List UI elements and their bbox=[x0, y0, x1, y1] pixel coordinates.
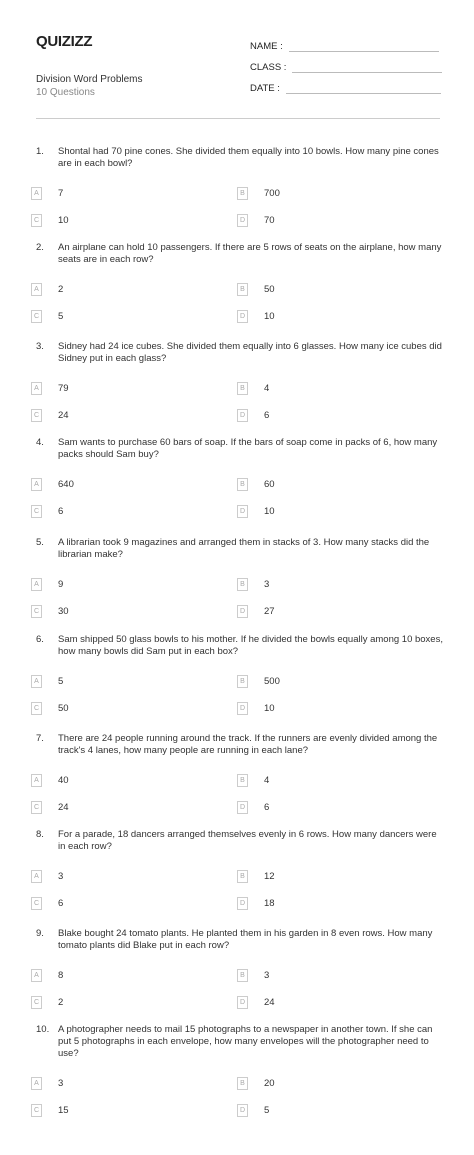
name-label: NAME : bbox=[250, 41, 283, 52]
question-text: Sam wants to purchase 60 bars of soap. If the bars of soap come in packs of 6, how many packs should Sam buy? bbox=[58, 437, 438, 460]
option-text: 6 bbox=[264, 410, 270, 421]
option-text: 3 bbox=[58, 871, 64, 882]
name-line[interactable] bbox=[289, 40, 439, 52]
date-line[interactable] bbox=[286, 82, 441, 94]
option-letter-box[interactable]: D bbox=[237, 214, 248, 227]
option-text: 50 bbox=[58, 703, 69, 714]
option-letter-box[interactable]: A bbox=[31, 578, 42, 591]
option-text: 12 bbox=[264, 871, 275, 882]
option-text: 700 bbox=[264, 188, 280, 199]
option-text: 3 bbox=[264, 579, 270, 590]
option-letter-box[interactable]: D bbox=[237, 605, 248, 618]
question-number: 9. bbox=[36, 928, 44, 939]
option-letter-box[interactable]: A bbox=[31, 478, 42, 491]
option-text: 3 bbox=[58, 1078, 64, 1089]
option-letter-box[interactable]: D bbox=[237, 1104, 248, 1117]
date-label: DATE : bbox=[250, 83, 280, 94]
question-text: An airplane can hold 10 passengers. If there are 5 rows of seats on the airplane, how many seats are in each row? bbox=[58, 242, 442, 265]
option-letter-box[interactable]: B bbox=[237, 187, 248, 200]
option-letter-box[interactable]: B bbox=[237, 870, 248, 883]
option-letter-box[interactable]: D bbox=[237, 310, 248, 323]
class-field bbox=[250, 61, 442, 73]
option-text: 7 bbox=[58, 188, 64, 199]
option-letter-box[interactable]: A bbox=[31, 774, 42, 787]
question-text: For a parade, 18 dancers arranged themselves evenly in 6 rows. How many dancers were in each row? bbox=[58, 829, 437, 852]
option-letter-box[interactable]: C bbox=[31, 605, 42, 618]
option-letter-box[interactable]: B bbox=[237, 478, 248, 491]
option-text: 10 bbox=[58, 215, 69, 226]
option-text: 5 bbox=[58, 311, 64, 322]
option-text: 20 bbox=[264, 1078, 275, 1089]
question-number: 4. bbox=[36, 437, 44, 448]
option-letter-box[interactable]: A bbox=[31, 870, 42, 883]
worksheet-header bbox=[0, 0, 474, 115]
option-text: 15 bbox=[58, 1105, 69, 1116]
option-text: 5 bbox=[264, 1105, 270, 1116]
class-label: CLASS : bbox=[250, 62, 287, 73]
option-text: 2 bbox=[58, 284, 64, 295]
option-text: 60 bbox=[264, 479, 275, 490]
option-letter-box[interactable]: B bbox=[237, 382, 248, 395]
option-letter-box[interactable]: D bbox=[237, 801, 248, 814]
option-letter-box[interactable]: C bbox=[31, 310, 42, 323]
option-letter-box[interactable]: A bbox=[31, 382, 42, 395]
name-field bbox=[250, 40, 439, 52]
option-text: 10 bbox=[264, 506, 275, 517]
option-letter-box[interactable]: D bbox=[237, 897, 248, 910]
option-text: 3 bbox=[264, 970, 270, 981]
question-number: 5. bbox=[36, 537, 44, 548]
option-letter-box[interactable]: D bbox=[237, 702, 248, 715]
option-text: 27 bbox=[264, 606, 275, 617]
option-letter-box[interactable]: B bbox=[237, 1077, 248, 1090]
option-letter-box[interactable]: C bbox=[31, 702, 42, 715]
option-letter-box[interactable]: A bbox=[31, 283, 42, 296]
class-line[interactable] bbox=[292, 61, 442, 73]
option-letter-box[interactable]: C bbox=[31, 996, 42, 1009]
option-text: 4 bbox=[264, 383, 270, 394]
option-text: 79 bbox=[58, 383, 69, 394]
question-text: There are 24 people running around the track. If the runners are evenly divided among the track's 4 lanes, how many people are running in each lane? bbox=[58, 733, 438, 756]
question-number: 1. bbox=[36, 146, 44, 157]
question-text: A librarian took 9 magazines and arranged them in stacks of 3. How many stacks did the librarian make? bbox=[58, 537, 430, 560]
question-number: 2. bbox=[36, 242, 44, 253]
option-letter-box[interactable]: D bbox=[237, 996, 248, 1009]
option-text: 500 bbox=[264, 676, 280, 687]
option-text: 24 bbox=[264, 997, 275, 1008]
option-letter-box[interactable]: C bbox=[31, 214, 42, 227]
option-text: 6 bbox=[58, 506, 64, 517]
option-letter-box[interactable]: C bbox=[31, 505, 42, 518]
option-letter-box[interactable]: A bbox=[31, 969, 42, 982]
option-text: 9 bbox=[58, 579, 64, 590]
question-number: 10. bbox=[36, 1024, 50, 1035]
question-number: 8. bbox=[36, 829, 44, 840]
option-text: 5 bbox=[58, 676, 64, 687]
option-letter-box[interactable]: D bbox=[237, 409, 248, 422]
option-letter-box[interactable]: C bbox=[31, 897, 42, 910]
option-letter-box[interactable]: A bbox=[31, 675, 42, 688]
date-field bbox=[250, 82, 441, 94]
header-divider bbox=[36, 118, 440, 119]
question-text: Blake bought 24 tomato plants. He planted them in his garden in 8 even rows. How many tomato plants did Blake put in each row? bbox=[58, 928, 433, 951]
question-text: Sam shipped 50 glass bowls to his mother. If he divided the bowls equally among 10 boxes, how many bowls did Sam put in each box? bbox=[58, 634, 443, 657]
option-text: 18 bbox=[264, 898, 275, 909]
option-letter-box[interactable]: B bbox=[237, 283, 248, 296]
question-text: Sidney had 24 ice cubes. She divided them equally into 6 glasses. How many ice cubes did Sidney put in each glass? bbox=[58, 341, 442, 364]
option-text: 24 bbox=[58, 802, 69, 813]
option-letter-box[interactable]: D bbox=[237, 505, 248, 518]
option-text: 40 bbox=[58, 775, 69, 786]
question-number: 6. bbox=[36, 634, 44, 645]
question-text: A photographer needs to mail 15 photographs to a newspaper in another town. If she can put 5 photographs in each envelope, how many envelopes will the photographer need to use? bbox=[58, 1024, 433, 1059]
option-letter-box[interactable]: C bbox=[31, 1104, 42, 1117]
option-letter-box[interactable]: A bbox=[31, 187, 42, 200]
option-text: 6 bbox=[58, 898, 64, 909]
option-text: 24 bbox=[58, 410, 69, 421]
option-text: 2 bbox=[58, 997, 64, 1008]
option-text: 8 bbox=[58, 970, 64, 981]
question-number: 7. bbox=[36, 733, 44, 744]
option-text: 640 bbox=[58, 479, 74, 490]
option-text: 50 bbox=[264, 284, 275, 295]
quizizz-logo: QUIZIZZ bbox=[36, 33, 93, 50]
option-letter-box[interactable]: A bbox=[31, 1077, 42, 1090]
worksheet-subtitle: 10 Questions bbox=[36, 87, 95, 98]
worksheet-title: Division Word Problems bbox=[36, 74, 143, 85]
question-number: 3. bbox=[36, 341, 44, 352]
option-letter-box[interactable]: C bbox=[31, 801, 42, 814]
option-letter-box[interactable]: C bbox=[31, 409, 42, 422]
option-letter-box[interactable]: B bbox=[237, 578, 248, 591]
option-text: 10 bbox=[264, 311, 275, 322]
option-text: 10 bbox=[264, 703, 275, 714]
option-text: 30 bbox=[58, 606, 69, 617]
option-letter-box[interactable]: B bbox=[237, 774, 248, 787]
option-letter-box[interactable]: B bbox=[237, 675, 248, 688]
question-text: Shontal had 70 pine cones. She divided them equally into 10 bowls. How many pine cones are in each bowl? bbox=[58, 146, 439, 169]
option-text: 6 bbox=[264, 802, 270, 813]
option-text: 70 bbox=[264, 215, 275, 226]
option-text: 4 bbox=[264, 775, 270, 786]
option-letter-box[interactable]: B bbox=[237, 969, 248, 982]
